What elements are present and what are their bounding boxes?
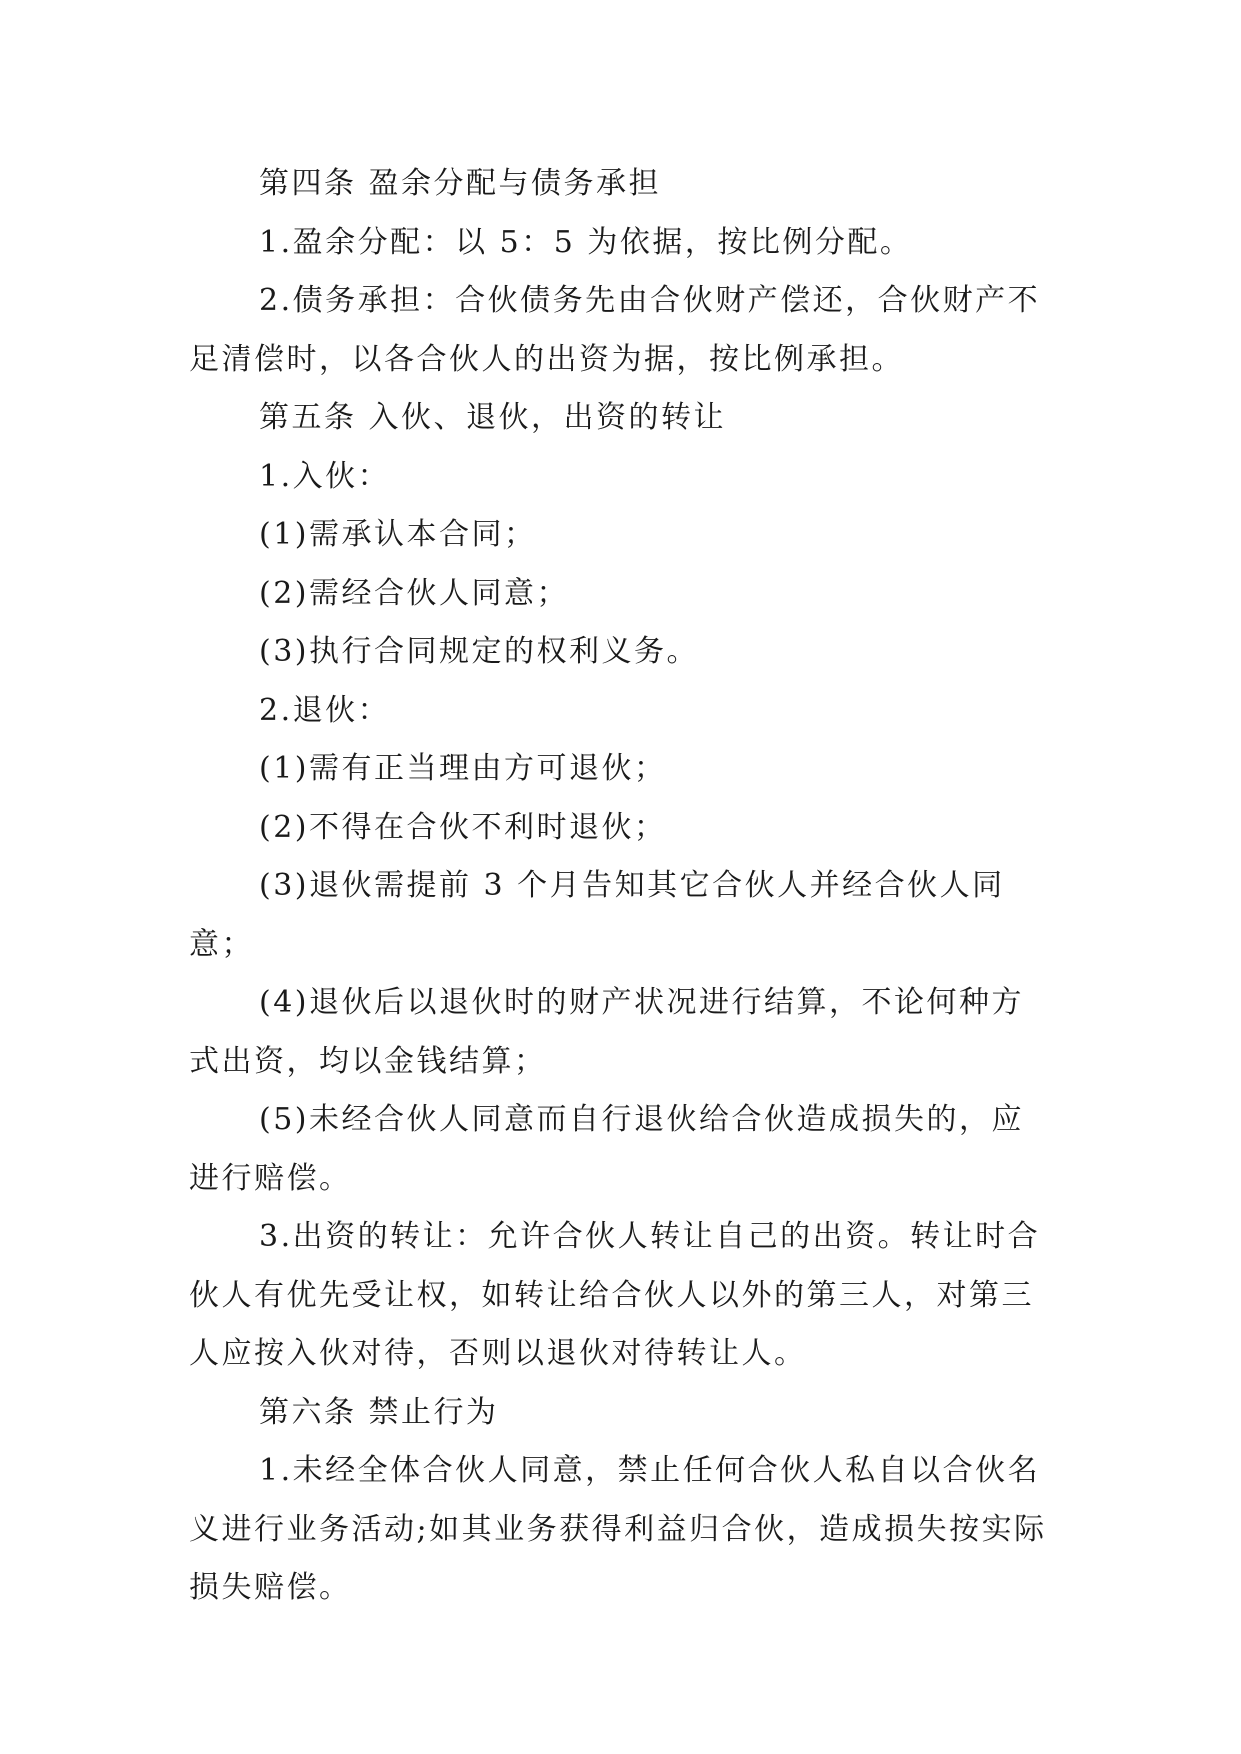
withdrawal-item-5: (5)未经合伙人同意而自行退伙给合伙造成损失的，应进行赔偿。: [189, 1102, 1024, 1196]
admission-item-1: (1)需承认本合同；: [259, 517, 537, 552]
profit-distribution-clause: 1.盈余分配：以 5：5 为依据，按比例分配。: [259, 224, 913, 260]
admission-clause: 1.入伙：: [259, 458, 391, 494]
withdrawal-item-2: (2)不得在合伙不利时退伙；: [259, 809, 667, 845]
article-5-heading: 第五条 入伙、退伙，出资的转让: [259, 400, 727, 435]
admission-item-3: (3)执行合同规定的权利义务。: [259, 634, 699, 669]
admission-item-2: (2)需经合伙人同意；: [259, 575, 569, 611]
document-body: [189, 155, 1054, 1618]
debt-liability-clause: 2.债务承担：合伙债务先由合伙财产偿还，合伙财产不足清偿时，以各合伙人的出资为据，按比例承担。: [189, 283, 1041, 377]
prohibited-conduct-clause: 1.未经全体合伙人同意，禁止任何合伙人私自以合伙名义进行业务活动;如其业务获得利益归合伙，造成损失按实际损失赔偿。: [189, 1453, 1047, 1605]
withdrawal-item-1: (1)需有正当理由方可退伙；: [259, 751, 667, 786]
article-4-heading: 第四条 盈余分配与债务承担: [259, 166, 662, 201]
withdrawal-item-4: (4)退伙后以退伙时的财产状况进行结算，不论何种方式出资，均以金钱结算；: [189, 985, 1024, 1079]
article-6-heading: 第六条 禁止行为: [259, 1394, 499, 1430]
capital-transfer-clause: 3.出资的转让：允许合伙人转让自己的出资。转让时合伙人有优先受让权，如转让给合伙人以外的第三人，对第三人应按入伙对待，否则以退伙对待转让人。: [189, 1219, 1041, 1371]
withdrawal-clause: 2.退伙：: [259, 692, 391, 728]
withdrawal-item-3: (3)退伙需提前 3 个月告知其它合伙人并经合伙人同意；: [189, 868, 1005, 962]
